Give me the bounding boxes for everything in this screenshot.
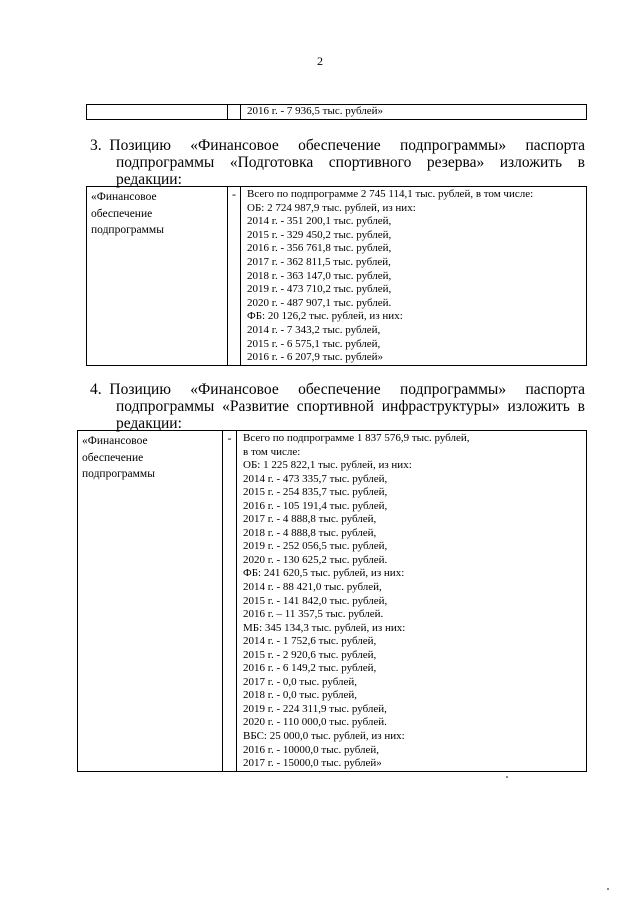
financing-line: 2019 г. - 224 311,9 тыс. рублей, <box>243 702 387 715</box>
section3-word: «Подготовка <box>229 154 314 171</box>
section3-number-and-word: 3. Позицию <box>90 137 171 154</box>
financing-line: в том числе: <box>243 445 301 458</box>
label-line: подпрограммы <box>82 468 155 480</box>
section3-dash-cell: - <box>228 187 241 366</box>
top-fragment-text-cell <box>241 105 587 120</box>
section4-heading-line3: редакции: <box>116 415 182 432</box>
financing-line: 2019 г. - 473 710,2 тыс. рублей, <box>247 283 392 296</box>
section4-number-and-word: 4. Позицию <box>90 381 171 398</box>
scan-speck <box>506 776 508 778</box>
section4-word: «Развитие <box>222 398 290 415</box>
financing-line: 2017 г. - 0,0 тыс. рублей, <box>243 675 358 688</box>
section4-word: изложить <box>507 398 570 415</box>
section4-heading <box>90 381 585 432</box>
section4-label-cell <box>78 431 223 772</box>
financing-line: 2015 г. - 141 842,0 тыс. рублей, <box>243 594 388 607</box>
financing-line: 2016 г. - 6 207,9 тыс. рублей» <box>247 351 384 364</box>
section3-heading-line3: редакции: <box>116 171 182 188</box>
financing-line: 2014 г. - 88 421,0 тыс. рублей, <box>243 581 382 594</box>
section3-word: изложить <box>499 154 563 171</box>
label-line: «Финансовое <box>91 191 157 203</box>
section4-heading-line2 <box>90 398 585 415</box>
section3-word: паспорта <box>525 137 585 154</box>
financing-line: 2016 г. – 11 357,5 тыс. рублей. <box>243 608 384 621</box>
section4-word: паспорта <box>525 381 585 398</box>
financing-line: 2017 г. - 4 888,8 тыс. рублей, <box>243 513 377 526</box>
section4-financing-cell <box>237 431 587 772</box>
section4-table <box>77 430 587 772</box>
label-line: обеспечение <box>91 207 153 220</box>
section4-word: «Финансовое <box>190 381 279 398</box>
section3-table <box>86 186 587 366</box>
financing-line: 2019 г. - 252 056,5 тыс. рублей, <box>243 540 388 553</box>
financing-line: 2016 г. - 105 191,4 тыс. рублей, <box>243 499 388 512</box>
financing-line: ФБ: 241 620,5 тыс. рублей, из них: <box>243 567 405 580</box>
financing-line: ФБ: 20 126,2 тыс. рублей, из них: <box>247 310 403 323</box>
section3-label-cell <box>87 187 228 366</box>
top-fragment-dash-cell <box>228 105 241 120</box>
label-line: подпрограммы <box>91 224 164 236</box>
section4-word: инфраструктуры» <box>381 398 500 415</box>
section3-word: резерва» <box>426 154 485 171</box>
section3-heading-line2 <box>90 154 585 171</box>
financing-line: 2020 г. - 130 625,2 тыс. рублей. <box>243 553 388 566</box>
financing-line: Всего по подпрограмме 2 745 114,1 тыс. рублей, в том числе: <box>247 188 534 200</box>
financing-line: ОБ: 1 225 822,1 тыс. рублей, из них: <box>243 459 412 472</box>
section3-word: обеспечение <box>298 137 381 154</box>
section3-heading-line1 <box>90 137 585 154</box>
financing-line: 2014 г. - 1 752,6 тыс. рублей, <box>243 635 377 648</box>
section3-word: в <box>577 154 585 171</box>
section4-word: подпрограммы <box>116 398 215 415</box>
section3-financing-cell <box>241 187 587 366</box>
section4-word: обеспечение <box>298 381 381 398</box>
top-fragment-line: 2016 г. - 7 936,5 тыс. рублей» <box>247 105 384 117</box>
financing-line: Всего по подпрограмме 1 837 576,9 тыс. рублей, <box>243 432 470 444</box>
section3-word: подпрограммы <box>116 154 215 171</box>
financing-line: 2015 г. - 6 575,1 тыс. рублей, <box>247 337 381 350</box>
financing-line: МБ: 345 134,3 тыс. рублей, из них: <box>243 621 406 634</box>
label-line: «Финансовое <box>82 435 148 447</box>
financing-line: 2018 г. - 0,0 тыс. рублей, <box>243 689 358 702</box>
financing-line: 2016 г. - 6 149,2 тыс. рублей, <box>243 662 377 675</box>
section4-word: подпрограммы» <box>400 381 507 398</box>
financing-line: 2015 г. - 2 920,6 тыс. рублей, <box>243 648 377 661</box>
financing-line: 2015 г. - 329 450,2 тыс. рублей, <box>247 228 392 241</box>
financing-line: 2016 г. - 10000,0 тыс. рублей, <box>243 743 380 756</box>
financing-line: 2017 г. - 15000,0 тыс. рублей» <box>243 757 382 770</box>
financing-line: 2014 г. - 351 200,1 тыс. рублей, <box>247 215 392 228</box>
section4-word: спортивной <box>296 398 374 415</box>
section4-word: в <box>577 398 585 415</box>
section3-word: спортивного <box>328 154 412 171</box>
top-fragment-label-cell <box>87 105 228 120</box>
financing-line: 2018 г. - 4 888,8 тыс. рублей, <box>243 526 377 539</box>
financing-line: 2020 г. - 110 000,0 тыс. рублей. <box>243 716 387 729</box>
section3-word: подпрограммы» <box>400 137 507 154</box>
section3-heading <box>90 137 585 188</box>
top-fragment-table <box>86 104 587 120</box>
financing-line: 2014 г. - 473 335,7 тыс. рублей, <box>243 472 388 485</box>
financing-line: 2015 г. - 254 835,7 тыс. рублей, <box>243 486 388 499</box>
scan-speck <box>607 888 609 890</box>
financing-line: 2016 г. - 356 761,8 тыс. рублей, <box>247 242 392 255</box>
financing-line: 2018 г. - 363 147,0 тыс. рублей, <box>247 269 392 282</box>
financing-line: ВБС: 25 000,0 тыс. рублей, из них: <box>243 730 405 743</box>
section4-heading-line1 <box>90 381 585 398</box>
page-number: 2 <box>317 54 323 68</box>
financing-line: 2017 г. - 362 811,5 тыс. рублей, <box>247 255 391 268</box>
financing-line: ОБ: 2 724 987,9 тыс. рублей, из них: <box>247 201 416 214</box>
financing-line: 2014 г. - 7 343,2 тыс. рублей, <box>247 323 381 336</box>
section4-dash-cell: - <box>223 431 237 772</box>
section3-word: «Финансовое <box>190 137 279 154</box>
label-line: обеспечение <box>82 451 144 464</box>
financing-line: 2020 г. - 487 907,1 тыс. рублей. <box>247 296 392 309</box>
